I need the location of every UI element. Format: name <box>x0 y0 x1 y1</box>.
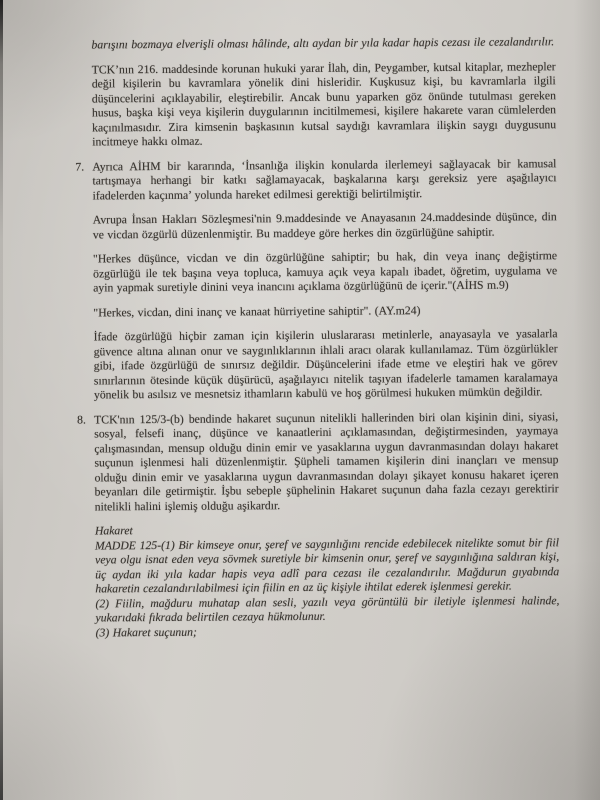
paragraph-madde-125-2: (2) Fiilin, mağduru muhatap alan sesli, yazılı veya görüntülü bir iletiyle işlenmesi halinde, yukarıdaki fıkrada belirtilen cezaya hükmolunur. <box>95 593 560 625</box>
paragraph-madde-125-3: (3) Hakaret suçunun; <box>95 625 197 639</box>
list-item-8-text: TCK'nın 125/3-(b) bendinde hakaret suçunun nitelikli hallerinden biri olan kişinin dini, siyasi, sosyal, felsefi inanç, düşünce ve kanaatlerini açıklamasından, değiştirmesinden, yaymaya çalışmasından, mensup olduğu dinin emir ve yasaklarına uygun davranmasından dolayı hakaret suçunun işlenmesi hali düzenlenmiştir. Şüpheli tamamen kişilerin dini inançları ve mensup olduğu dinin emir ve yasaklarına uygun davranmasından dolayı şikayet konusu hakaret içeren beyanları dile getirmiştir. İşbu sebeple şüphelinin Hakaret suçunun daha fazla cezayı gerektirir nitelikli halini işlemiş olduğu aşikardır. <box>94 409 559 513</box>
paragraph-aihs-m9-quote: "Herkes düşünce, vicdan ve din özgürlüğüne sahiptir; bu hak, din veya inanç değiştirme özgürlüğü ile tek başına veya topluca, kamuya açık veya kapalı ibadet, öğretim, uygulama ve ayin yapmak suretiyle dinini veya inancını açıklama özgürlüğünü de içerir."(AİHS m.9) <box>92 249 558 295</box>
list-item-8-number: 8. <box>77 412 86 427</box>
heading-hakaret: Hakaret <box>94 524 133 538</box>
paragraph-madde-125-1: MADDE 125-(1) Bir kimseye onur, şeref ve saygınlığını rencide edebilecek nitelikte somut bir fiil veya olgu isnat eden veya sövmek suretiyle bir kimsenin onur, şeref ve saygınlığına saldıran kişi, üç aydan iki yıla kadar hapis veya adlî para cezası ile cezalandırılır. Mağdurun gıyabında hakaretin cezalandırılabilmesi için fiilin en az üç kişiyle ihtilat ederek işlenmesi gerekir. <box>94 535 560 596</box>
paragraph-aihs-anayasa: Avrupa İnsan Hakları Sözleşmesi'nin 9.maddesinde ve Anayasanın 24.maddesinde düşünce, din ve vicdan özgürlü düzenlenmiştir. Bu maddeye göre herkes din özgürlüğüne sahiptir. <box>92 210 557 241</box>
paragraph-intro-continuation: barışını bozmaya elverişli olması hâlinde, altı aydan bir yıla kadar hapis cezası ile cezalandırılır. <box>91 35 555 52</box>
paragraph-ifade-ozgurlugu: İfade özgürlüğü hiçbir zaman için kişilerin uluslararası metinlerle, anayasayla ve yasalarla güvence altına alınan onur ve saygınlıklarının ihlali aracı olarak kullanılamaz. Tüm özgürlükler gibi, ifade özgürlüğü de sınırsız değildir. Düşüncelerini ifade etme ve eleştiri hak ve görev sınırlarının ötesinde küçük düşürücü, aşağılayıcı nitelik taşıyan ifadelerle tamamen karalamaya yönelik bu asılsız ve mesnetsiz ithamların kabulü ve hoş görülmesi hukuken mümkün değildir. <box>93 327 558 402</box>
paragraph-tck-216: TCK’nın 216. maddesinde korunan hukuki yarar İlah, din, Peygamber, kutsal kitaplar, mezhepler değil kişilerin bu kavramlara yönelik dini hisleridir. Kuşkusuz kişi, bu kavramlarla ilgili düşüncelerini açıklayabilir, eleştirebilir. Ancak bunu yaparken göz önünde tutulması gereken husus, başka kişi veya kişilerin duygularının incitilmemesi, kişilere hakarete varan cümlelerden kaçınılmasıdır. Zira kimsenin başkasının kutsal saydığı kavramlara ilişkin saygı duygusunu incitmeye hakkı olmaz. <box>91 59 557 149</box>
paragraph-ay-m24-quote: "Herkes, vicdan, dini inanç ve kanaat hürriyetine sahiptir". (AY.m24) <box>93 303 421 319</box>
list-item-7-number: 7. <box>75 160 85 174</box>
list-item-7 <box>75 156 557 204</box>
list-item-8 <box>77 409 559 515</box>
list-item-7-text: Ayrıca AİHM bir kararında, ‘İnsanlığa ilişkin konularda ilerlemeyi sağlayacak bir kamusal tartışmaya herhangi bir katkı sağlamayacak, başkalarına karşı gereksiz yere aşağılayıcı ifadelerden kaçınma’ yolunda hareket edilmesi gerektiği belirtilmiştir. <box>92 156 557 202</box>
